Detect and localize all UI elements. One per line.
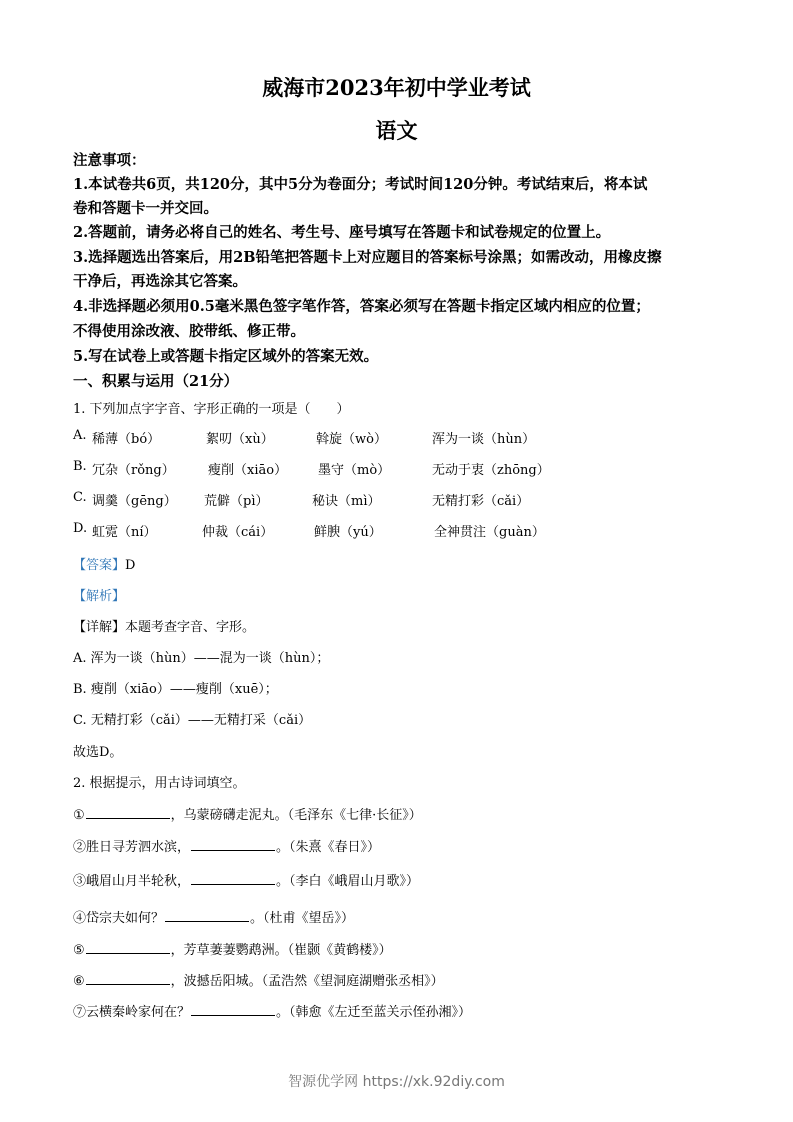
option-word: 虹霓（ní） [92,525,157,540]
option-word: 无精打彩（cǎi） [432,494,530,509]
fill-blank [191,837,275,851]
fill-prefix: ① [73,808,85,823]
option-label: A. [73,428,87,443]
option-word: 稀薄（bó） [92,432,161,447]
fill-prefix: ②胜日寻芳泗水滨， [73,840,191,855]
notice-line: 不得使用涂改液、胶带纸、修正带。 [73,323,305,340]
fill-prefix: ⑤ [73,943,85,958]
option-word: 浑为一谈（hùn） [432,432,536,447]
notice-line: 2.答题前，请务必将自己的姓名、考生号、座号填写在答题卡和试卷规定的位置上。 [73,224,611,241]
option-row-b [73,459,733,477]
fill-item [73,836,380,855]
fill-suffix: ，芳草萋萋鹦鹉洲。（崔颢《黄鹤楼》） [170,943,392,958]
fill-suffix: 。（李白《峨眉山月歌》） [276,874,420,889]
analysis-tag: 【解析】 [73,589,126,604]
fill-blank [86,805,170,819]
option-row-a [73,428,733,446]
option-word: 无动于衷（zhōng） [432,463,550,478]
fill-suffix: 。（杜甫《望岳》） [250,911,355,926]
notice-line: 干净后，再选涂其它答案。 [73,273,247,290]
fill-item [73,939,392,958]
subject-title: 语文 [375,118,418,143]
fill-blank [86,940,170,954]
page-title: 威海市2023年初中学业考试 [262,75,531,100]
question-1-stem: 1. 下列加点字字音、字形正确的一项是（ ） [73,402,350,417]
section-heading: 一、积累与运用（21分） [73,373,239,390]
fill-blank [86,971,170,985]
notice-line: 4.非选择题必须用0.5毫米黑色签字笔作答，答案必须写在答题卡指定区域内相应的位置； [73,298,650,315]
footer-watermark: 智源优学网 https://xk.92diy.com [288,1074,505,1090]
notice-line: 1.本试卷共6页，共120分，其中5分为卷面分；考试时间120分钟。考试结束后，将本试 [73,176,648,193]
analysis-note: C. 无精打彩（cǎi）——无精打采（cǎi） [73,713,312,728]
option-label: C. [73,490,87,505]
option-label: B. [73,459,87,474]
answer-line [73,554,135,573]
option-word: 斡旋（wò） [316,432,387,447]
fill-suffix: 。（韩愈《左迁至蓝关示侄孙湘》） [276,1005,472,1020]
option-word: 全神贯注（guàn） [434,525,545,540]
option-word: 秘诀（mì） [312,494,381,509]
option-word: 墨守（mò） [318,463,391,478]
option-row-d [73,521,733,539]
detail-line: 【详解】本题考查字音、字形。 [73,620,256,635]
option-word: 瘦削（xiāo） [208,463,288,478]
fill-prefix: ⑦云横秦岭家何在？ [73,1005,191,1020]
fill-item [73,870,419,889]
fill-suffix: 。（朱熹《春日》） [276,840,381,855]
fill-item [73,907,354,926]
fill-suffix: ，乌蒙磅礴走泥丸。（毛泽东《七律·长征》） [170,808,422,823]
analysis-note: B. 瘦削（xiāo）——瘦削（xuē）； [73,682,278,697]
option-word: 鲜腴（yú） [314,525,382,540]
analysis-note: A. 浑为一谈（hùn）——混为一谈（hùn）； [73,651,330,666]
fill-item [73,970,444,989]
option-word: 仲裁（cái） [202,525,274,540]
fill-blank [165,908,249,922]
fill-prefix: ③峨眉山月半轮秋， [73,874,191,889]
fill-blank [191,871,275,885]
option-word: 冗杂（rǒng） [92,463,175,478]
option-word: 絮叨（xù） [206,432,274,447]
fill-suffix: ，波撼岳阳城。（孟浩然《望洞庭湖赠张丞相》） [170,974,444,989]
fill-prefix: ⑥ [73,974,85,989]
fill-item [73,804,422,823]
fill-prefix: ④岱宗夫如何？ [73,911,165,926]
answer-value: D [125,558,136,573]
option-word: 调羹（gēng） [92,494,177,509]
notice-heading: 注意事项： [73,152,146,169]
option-label: D. [73,521,88,536]
answer-tag: 【答案】 [73,558,126,573]
conclusion: 故选D。 [73,745,123,760]
fill-item [73,1001,471,1020]
option-row-c [73,490,733,508]
fill-blank [191,1002,275,1016]
option-word: 荒僻（pì） [204,494,269,509]
notice-line: 3.选择题选出答案后，用2B铅笔把答题卡上对应题目的答案标号涂黑；如需改动，用橡皮擦 [73,249,662,266]
notice-line: 5.写在试卷上或答题卡指定区域外的答案无效。 [73,348,379,365]
question-2-stem: 2. 根据提示，用古诗词填空。 [73,776,246,791]
notice-line: 卷和答题卡一并交回。 [73,200,218,217]
